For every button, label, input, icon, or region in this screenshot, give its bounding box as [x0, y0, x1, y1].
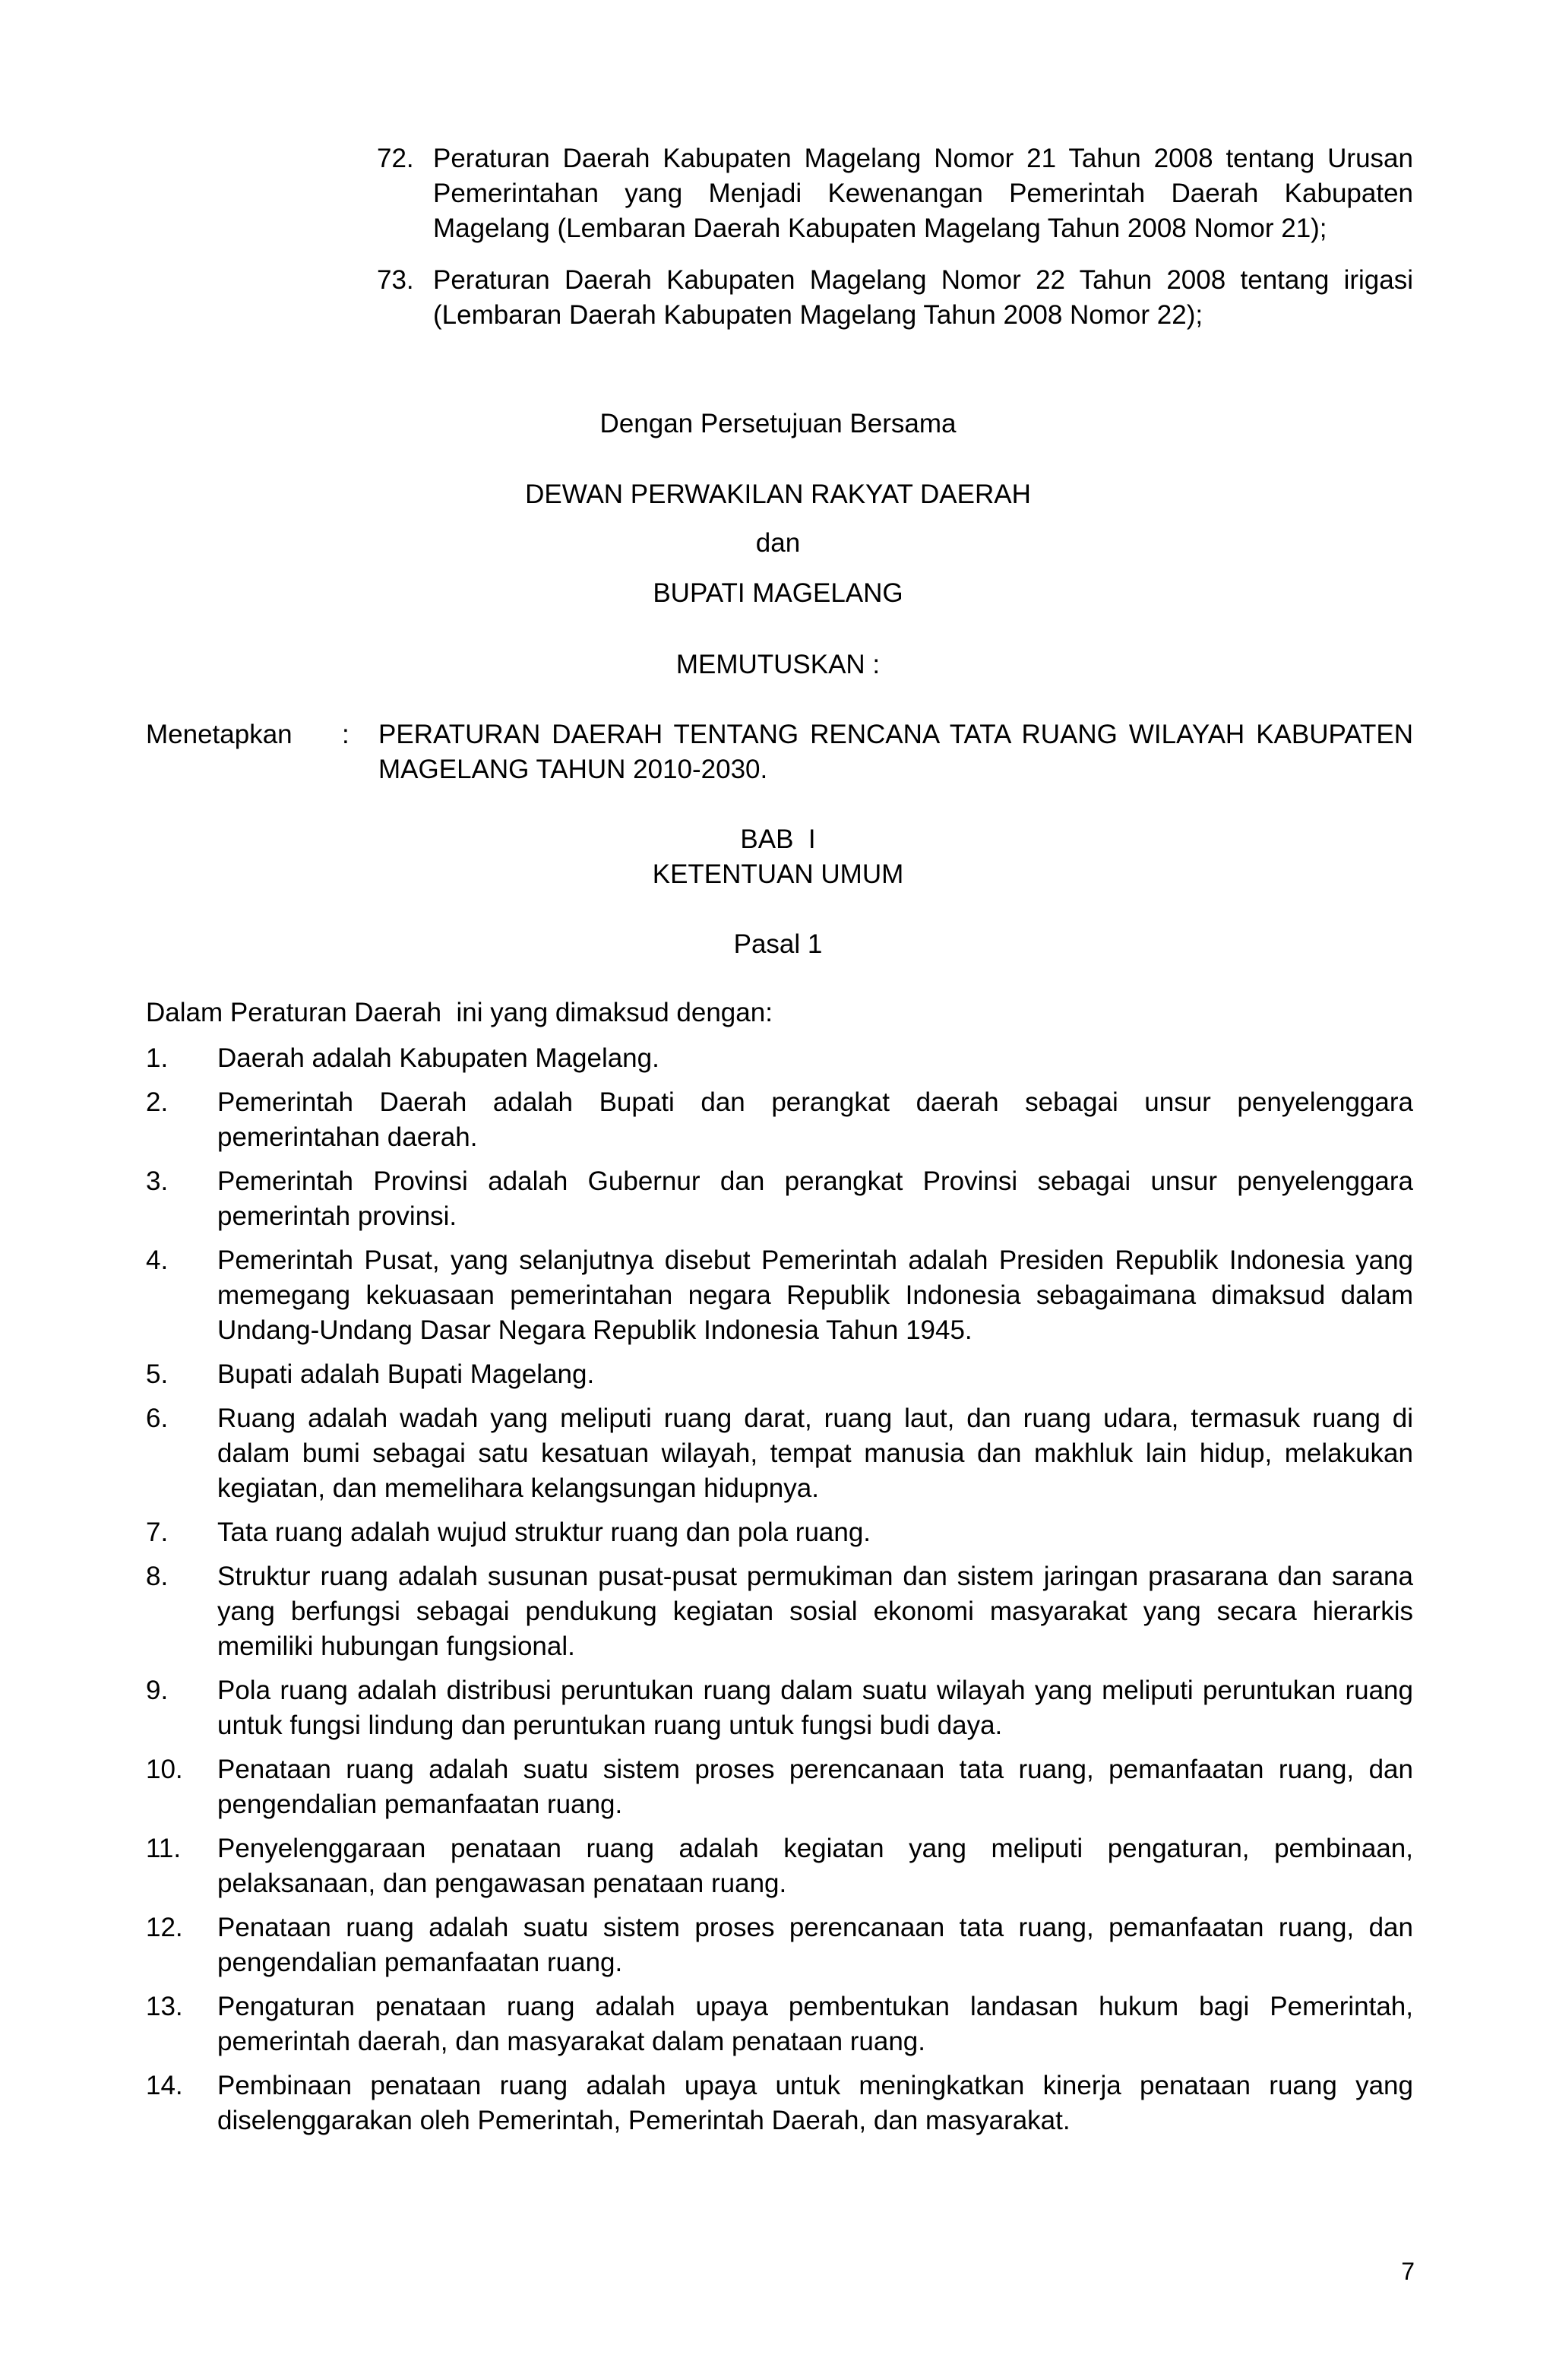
- approval-heading: Dengan Persetujuan Bersama: [599, 409, 957, 438]
- item-text: Pembinaan penataan ruang adalah upaya untuk meningkatkan kinerja penataan ruang yang diselenggarakan oleh Pemerintah, Pemerintah Daerah, dan masyarakat.: [217, 2071, 1413, 2135]
- list-item: [146, 1041, 1413, 1076]
- item-number: 73.: [377, 265, 414, 295]
- list-item: [146, 1357, 1413, 1392]
- item-number: 11.: [146, 1834, 182, 1863]
- item-text: Ruang adalah wadah yang meliputi ruang darat, ruang laut, dan ruang udara, termasuk ruang di dalam bumi sebagai satu kesatuan wilayah, tempat manusia dan makhluk lain hidup, melakukan kegiatan, dan memelihara kelangsungan hidupnya.: [217, 1404, 1413, 1503]
- list-item: [146, 2068, 1413, 2138]
- item-number: 1.: [146, 1043, 169, 1073]
- item-number: 5.: [146, 1359, 169, 1389]
- approval-party-dprd: DEWAN PERWAKILAN RAKYAT DAERAH: [525, 479, 1031, 509]
- list-item: [146, 1831, 1413, 1901]
- item-number: 13.: [146, 1992, 183, 2021]
- item-number: 8.: [146, 1562, 169, 1591]
- list-item: [377, 263, 1413, 333]
- item-text: Pemerintah Pusat, yang selanjutnya disebut Pemerintah adalah Presiden Republik Indonesia yang memegang kekuasaan pemerintahan negara Republik Indonesia sebagaimana dimaksud dalam Undang-Undang Dasar Negara Republik Indonesia Tahun 1945.: [217, 1245, 1413, 1345]
- menetapkan-value: PERATURAN DAERAH TENTANG RENCANA TATA RUANG WILAYAH KABUPATEN MAGELANG TAHUN 2010-2030.: [378, 720, 1413, 784]
- list-item: [146, 1673, 1413, 1743]
- list-item: [146, 1164, 1413, 1234]
- approval-party-bupati: BUPATI MAGELANG: [653, 578, 903, 608]
- definitions-intro: Dalam Peraturan Daerah ini yang dimaksud dengan:: [146, 998, 773, 1027]
- item-text: Struktur ruang adalah susunan pusat-pusat permukiman dan sistem jaringan prasarana dan sarana yang berfungsi sebagai pendukung kegiatan sosial ekonomi masyarakat yang secara hierarkis memiliki hubungan fungsional.: [217, 1562, 1413, 1661]
- item-text: Peraturan Daerah Kabupaten Magelang Nomor 21 Tahun 2008 tentang Urusan Pemerintahan yang Menjadi Kewenangan Pemerintah Daerah Kabupaten Magelang (Lembaran Daerah Kabupaten Magelang Tahun 2008 Nomor 21);: [433, 144, 1413, 243]
- approval-conjunction: dan: [755, 528, 801, 558]
- item-number: 10.: [146, 1755, 183, 1784]
- item-text: Bupati adalah Bupati Magelang.: [217, 1359, 595, 1389]
- consideration-list: [377, 141, 1413, 333]
- item-number: 14.: [146, 2071, 183, 2100]
- item-text: Tata ruang adalah wujud struktur ruang dan pola ruang.: [217, 1518, 871, 1547]
- item-text: Penyelenggaraan penataan ruang adalah kegiatan yang meliputi pengaturan, pembinaan, pelaksanaan, dan pengawasan penataan ruang.: [217, 1834, 1413, 1898]
- item-number: 9.: [146, 1676, 169, 1705]
- item-text: Penataan ruang adalah suatu sistem proses perencanaan tata ruang, pemanfaatan ruang, dan pengendalian pemanfaatan ruang.: [217, 1913, 1413, 1977]
- list-item: [146, 1752, 1413, 1822]
- item-text: Daerah adalah Kabupaten Magelang.: [217, 1043, 659, 1073]
- item-number: 6.: [146, 1404, 169, 1433]
- menetapkan-colon: :: [342, 720, 349, 749]
- chapter-title: KETENTUAN UMUM: [652, 859, 904, 889]
- list-item: [146, 1989, 1413, 2059]
- list-item: [146, 1910, 1413, 1980]
- list-item: [146, 1085, 1413, 1155]
- item-number: 12.: [146, 1913, 183, 1942]
- menetapkan-label: Menetapkan: [146, 720, 293, 749]
- item-text: Pemerintah Daerah adalah Bupati dan perangkat daerah sebagai unsur penyelenggara pemerintahan daerah.: [217, 1087, 1413, 1152]
- item-number: 72.: [377, 144, 414, 173]
- item-text: Pengaturan penataan ruang adalah upaya pembentukan landasan hukum bagi Pemerintah, pemerintah daerah, dan masyarakat dalam penataan ruang.: [217, 1992, 1413, 2056]
- decision-heading: MEMUTUSKAN :: [675, 650, 881, 679]
- chapter-number: BAB I: [740, 824, 816, 854]
- item-number: 2.: [146, 1087, 169, 1117]
- item-number: 7.: [146, 1518, 169, 1547]
- item-text: Penataan ruang adalah suatu sistem proses perencanaan tata ruang, pemanfaatan ruang, dan pengendalian pemanfaatan ruang.: [217, 1755, 1413, 1819]
- list-item: [146, 1559, 1413, 1664]
- menetapkan-block: [146, 717, 1413, 787]
- item-text: Pola ruang adalah distribusi peruntukan ruang dalam suatu wilayah yang meliputi peruntukan ruang untuk fungsi lindung dan peruntukan ruang untuk fungsi budi daya.: [217, 1676, 1413, 1740]
- item-text: Pemerintah Provinsi adalah Gubernur dan perangkat Provinsi sebagai unsur penyelenggara pemerintah provinsi.: [217, 1166, 1413, 1231]
- list-item: [146, 1515, 1413, 1550]
- list-item: [377, 141, 1413, 246]
- list-item: [146, 1401, 1413, 1506]
- definitions-list: [146, 1041, 1413, 2147]
- item-text: Peraturan Daerah Kabupaten Magelang Nomor 22 Tahun 2008 tentang irigasi (Lembaran Daerah Kabupaten Magelang Tahun 2008 Nomor 22);: [433, 265, 1413, 330]
- item-number: 3.: [146, 1166, 169, 1196]
- item-number: 4.: [146, 1245, 169, 1275]
- page-number: 7: [1401, 2258, 1415, 2285]
- list-item: [146, 1243, 1413, 1348]
- article-heading: Pasal 1: [733, 929, 823, 959]
